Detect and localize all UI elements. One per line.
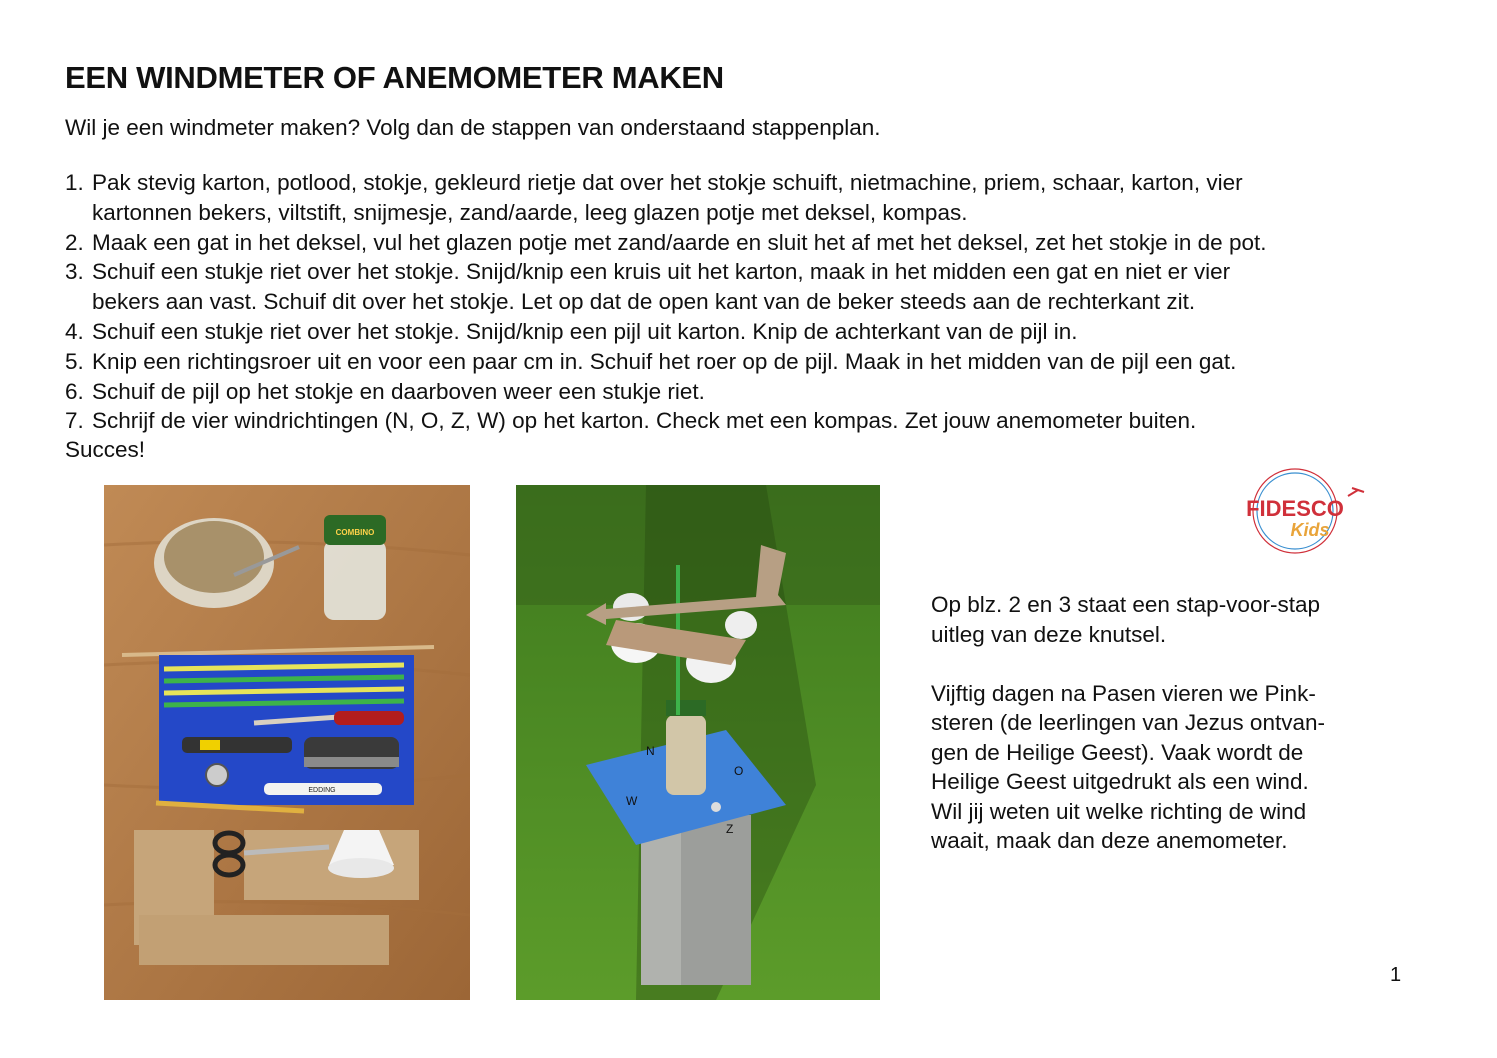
intro-text: Wil je een windmeter maken? Volg dan de stappen van onderstaand stappenplan. — [65, 115, 881, 140]
step-number: 5. — [65, 348, 84, 374]
step-text: Schuif de pijl op het stokje en daarboven weer een stukje riet. — [92, 378, 705, 404]
direction-z: Z — [726, 822, 734, 836]
step-text: bekers aan vast. Schuif dit over het stokje. Let op dat de open kant van de beker steeds aan de rechterkant zit. — [92, 289, 1196, 315]
step-item — [65, 228, 1445, 258]
step-text: kartonnen bekers, viltstift, snijmesje, zand/aarde, leeg glazen potje met deksel, kompas. — [92, 199, 968, 225]
step-item — [65, 377, 1445, 407]
anemometer-photo — [516, 485, 880, 1000]
step-text: Knip een richtingsroer uit en voor een paar cm in. Schuif het roer op de pijl. Maak in het midden van de pijl een gat. — [92, 348, 1237, 374]
step-number: 3. — [65, 259, 84, 285]
logo-text-fidesco: FIDESCO — [1246, 496, 1344, 521]
fidesco-kids-logo — [1240, 458, 1370, 558]
step-text: Maak een gat in het deksel, vul het glazen potje met zand/aarde en sluit het af met het deksel, zet het stokje in de pot. — [92, 229, 1267, 255]
step-number: 2. — [65, 229, 84, 255]
step-item — [65, 317, 1445, 347]
step-text: Pak stevig karton, potlood, stokje, gekleurd rietje dat over het stokje schuift, nietmachine, priem, schaar, karton, vier — [92, 170, 1243, 195]
side-paragraph-1: Op blz. 2 en 3 staat een stap-voor-stap uitleg van deze knutsel. — [931, 592, 1320, 647]
step-number: 6. — [65, 378, 84, 404]
direction-o: O — [734, 764, 744, 778]
step-number: 4. — [65, 318, 84, 344]
step-text: Schuif een stukje riet over het stokje. Snijd/knip een kruis uit het karton, maak in het midden een gat en niet er vier — [92, 259, 1231, 285]
marker-label: EDDING — [308, 787, 336, 794]
side-description — [931, 590, 1391, 885]
step-text: Schrijf de vier windrichtingen (N, O, Z, W) op het karton. Check met een kompas. Zet jouw anemometer buiten. — [92, 408, 1197, 434]
step-item — [65, 347, 1445, 377]
step-number: 1. — [65, 170, 84, 195]
page-title: EEN WINDMETER OF ANEMOMETER MAKEN — [65, 60, 724, 95]
page-number: 1 — [1390, 964, 1402, 986]
closing-text: Succes! — [65, 437, 146, 462]
step-item — [65, 406, 1445, 436]
direction-w: W — [626, 794, 638, 808]
materials-photo — [104, 485, 470, 1000]
bird-icon — [1348, 488, 1364, 496]
step-item — [65, 257, 1445, 317]
side-paragraph-2: Vijftig dagen na Pasen vieren we Pink- steren (de leerlingen van Jezus ontvan- gen de Heilige Geest). Vaak wordt de Heilige Geest uitgedrukt als een wind. Wil jij weten uit welke richting de wind waait, maak dan deze anemometer. — [931, 680, 1325, 853]
logo-text-kids: Kids — [1290, 520, 1330, 540]
step-number: 7. — [65, 408, 84, 434]
jar-label: COMBINO — [335, 528, 375, 537]
step-item — [65, 168, 1445, 228]
steps-list — [65, 168, 1445, 436]
direction-n: N — [646, 744, 655, 758]
step-text: Schuif een stukje riet over het stokje. Snijd/knip een pijl uit karton. Knip de achterkant van de pijl in. — [92, 318, 1078, 344]
